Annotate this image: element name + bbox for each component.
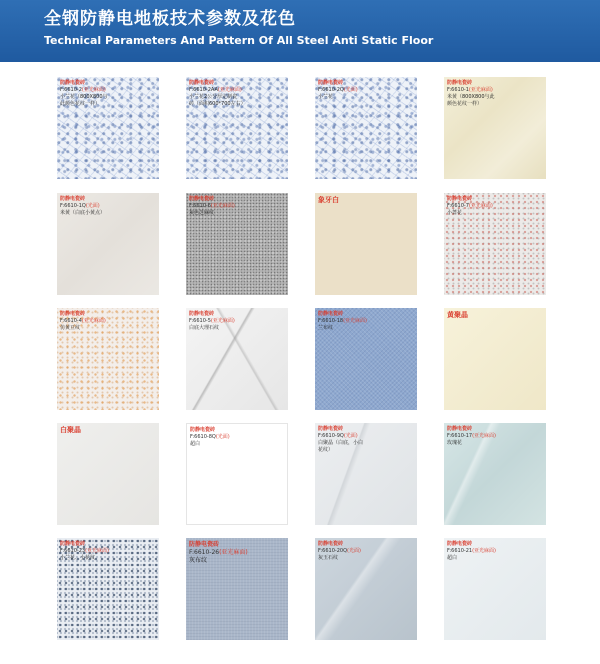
tile-type-label: 防静电瓷砖: [318, 80, 344, 86]
tile-code: F:6610-2AA: [189, 87, 218, 93]
tile-type-label: 防静电瓷砖: [60, 196, 86, 202]
tile-name: 灰布纹: [189, 557, 208, 564]
tile-swatch: [444, 308, 546, 410]
tile-swatch: [315, 77, 417, 179]
tile-code: F:6610-4: [60, 318, 82, 324]
tile-name: 小兰花（800X800与: [60, 94, 108, 100]
tile-type-label: 防静电瓷砖: [189, 541, 220, 548]
tile-name: 超白: [190, 441, 201, 447]
tile-caption: [60, 541, 157, 562]
tile-type-label: 防静电瓷砖: [189, 80, 215, 86]
tile-code: F:6610-1: [447, 87, 469, 93]
tile-type-label: 防静电瓷砖: [190, 427, 216, 433]
tile-type-label: 防静电瓷砖: [189, 311, 215, 317]
tile-swatch: [315, 423, 417, 525]
tile-code: F:6610-9Q: [318, 433, 344, 439]
tile-type-label: 防静电瓷砖: [60, 541, 86, 547]
tile-code: F:6610-20Q: [318, 548, 347, 554]
tile-swatch: [57, 193, 159, 295]
tile-caption: [447, 80, 544, 108]
tile-name: 玫瑰花: [447, 440, 463, 446]
tile-finish: (光面): [215, 434, 230, 440]
tile-caption: [447, 426, 544, 447]
tile-code: F:6610-5: [189, 318, 211, 324]
tile-swatch: [186, 423, 288, 525]
page-title-en: Technical Parameters And Pattern Of All Steel Anti Static Floor: [44, 34, 434, 47]
tile-name: 仿黄豆纹: [60, 325, 81, 331]
tile-caption: [318, 541, 415, 562]
tile-type-label: 黄聚晶: [447, 311, 468, 319]
tile-name: 小兰花2公分厚定制瓷: [189, 94, 238, 100]
tile-type-label: 防静电瓷砖: [447, 80, 473, 86]
tile-name: 白聚晶（白底，小白: [318, 440, 364, 446]
tile-code: F:6610-23: [60, 548, 86, 554]
tile-swatch: [315, 193, 417, 295]
tile-type-label: 防静电瓷砖: [60, 80, 86, 86]
tile-finish: (亚光麻面): [81, 318, 106, 324]
tile-name-extra: 此颜色花纹一样）: [60, 101, 101, 107]
tile-code: F:6610-26: [189, 549, 220, 556]
tile-type-label: 防静电瓷砖: [318, 426, 344, 432]
tile-name: 小兰花、小花纹: [60, 555, 96, 561]
tile-finish: (亚光麻面): [210, 318, 235, 324]
tile-caption: [189, 541, 286, 565]
tile-finish: (亚光麻面): [468, 203, 493, 209]
tile-type-label: 白聚晶: [60, 426, 81, 434]
tile-type-label: 防静电瓷砖: [318, 311, 344, 317]
tile-type-label: 防静电瓷砖: [189, 196, 215, 202]
tile-finish: (亚光麻面): [217, 87, 242, 93]
tile-caption: [318, 196, 415, 205]
tile-type-label: 防静电瓷砖: [447, 541, 473, 547]
tile-swatch: [186, 193, 288, 295]
tile-caption: [447, 311, 544, 320]
tile-name: 小蔷花: [447, 210, 463, 216]
tile-name: 米黄（白底小黄点）: [60, 210, 106, 216]
tile-name: 超白: [447, 555, 458, 561]
page-header: [0, 0, 600, 62]
tile-type-label: 防静电瓷砖: [447, 426, 473, 432]
tile-caption: [60, 196, 157, 217]
tile-finish: (亚光麻面): [468, 87, 493, 93]
tile-code: F:6610-17: [447, 433, 473, 439]
tile-swatch: [186, 77, 288, 179]
tile-finish: (光面): [343, 87, 358, 93]
tile-type-label: 象牙白: [318, 196, 339, 204]
tile-swatch: [444, 193, 546, 295]
tile-type-label: 防静电瓷砖: [60, 311, 86, 317]
tile-name-extra: 花纹）: [318, 447, 334, 453]
tile-caption: [189, 196, 286, 217]
tile-caption: [60, 426, 157, 435]
tile-finish: (亚光麻面): [472, 433, 496, 439]
tile-caption: [189, 80, 286, 108]
tile-type-label: 防静电瓷砖: [318, 541, 344, 547]
tile-code: F:6610-7: [447, 203, 469, 209]
tile-code: F:6610-21: [447, 548, 473, 554]
tile-code: F:6610-2Q: [318, 87, 344, 93]
tile-name: 兰布纹: [318, 325, 334, 331]
page-title-zh: 全钢防静电地板技术参数及花色: [44, 9, 296, 29]
tile-type-label: 防静电瓷砖: [447, 196, 473, 202]
tile-swatch: [444, 423, 546, 525]
tile-finish: (亚光麻面): [343, 318, 367, 324]
tile-finish: (亚光麻面): [472, 548, 496, 554]
tile-finish: (光面): [85, 203, 100, 209]
tile-caption: [189, 311, 286, 332]
tile-swatch: [57, 538, 159, 640]
tile-caption: [60, 80, 157, 108]
tile-code: F:6610-8Q: [190, 434, 216, 440]
tile-caption: [447, 196, 544, 217]
tile-swatch: [315, 538, 417, 640]
tile-code: F:6610-2: [60, 87, 82, 93]
tile-caption: [318, 80, 415, 101]
tile-name: 米黄（800X800与此: [447, 94, 495, 100]
tile-swatch: [315, 308, 417, 410]
tile-name: 灰玉石纹: [318, 555, 339, 561]
tile-swatch: [444, 77, 546, 179]
tile-caption: [318, 426, 415, 454]
tile-finish: (亚光麻面): [210, 203, 235, 209]
tile-caption: [60, 311, 157, 332]
tile-caption: [318, 311, 415, 332]
tile-caption: [447, 541, 544, 562]
tile-finish: (亚光麻面): [85, 548, 109, 554]
tile-code: F:6610-18: [318, 318, 344, 324]
tile-swatch: [57, 308, 159, 410]
tile-name-extra: 颜色花纹一样）: [447, 101, 483, 107]
tile-swatch: [444, 538, 546, 640]
tile-swatch: [57, 423, 159, 525]
tile-name: 灰色芝麻纹: [189, 210, 215, 216]
tile-name-extra: 砖（面积600*700左右）: [189, 101, 246, 107]
tile-finish: (光面): [347, 548, 361, 554]
tile-swatch: [57, 77, 159, 179]
tile-finish: (光面): [343, 433, 358, 439]
tile-caption: [190, 427, 285, 448]
tile-name: 白底大理石纹: [189, 325, 220, 331]
tile-name: 小兰花: [318, 94, 334, 100]
tile-finish: (亚光麻面): [219, 549, 248, 556]
tile-swatch: [186, 538, 288, 640]
tile-code: F:6610-1Q: [60, 203, 86, 209]
tile-finish: (亚光麻面): [81, 87, 106, 93]
tile-swatch: [186, 308, 288, 410]
tile-code: F:6610-6: [189, 203, 211, 209]
